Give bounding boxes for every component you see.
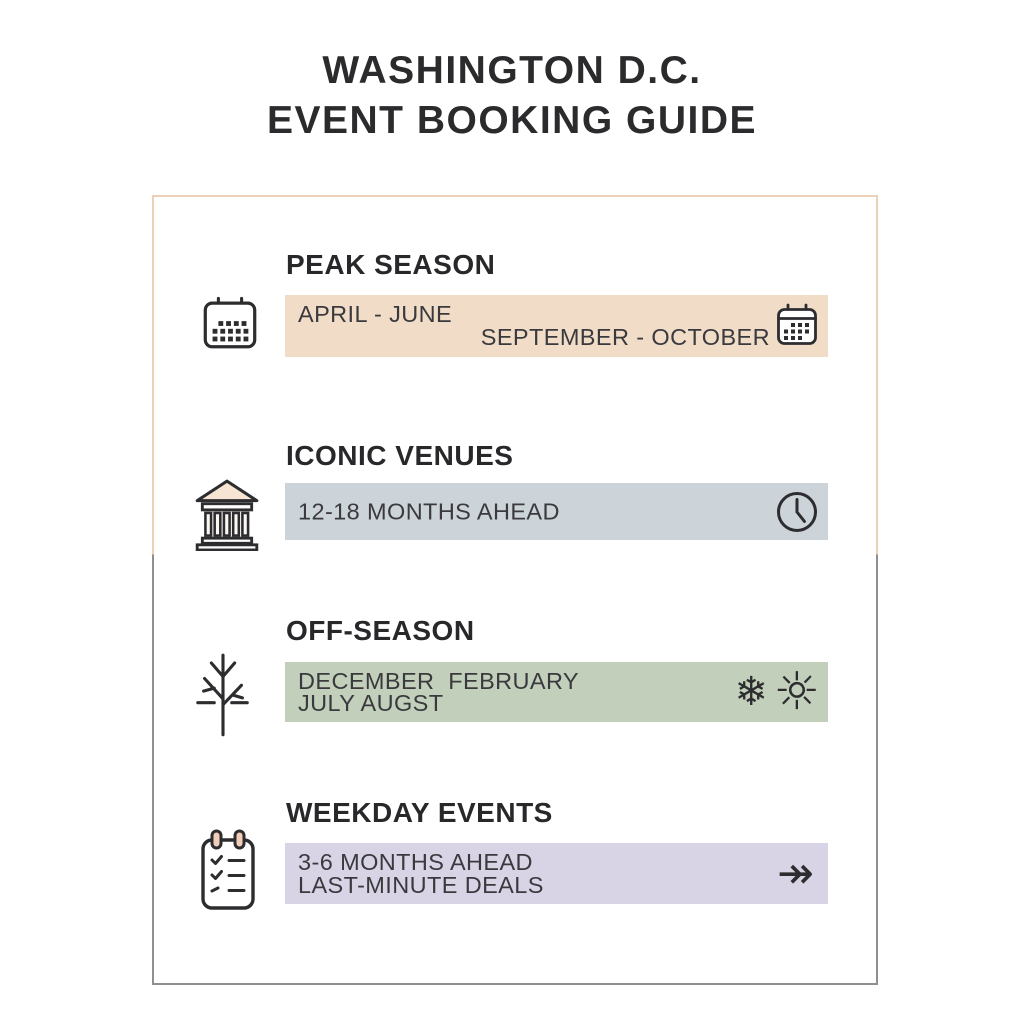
sun-icon: ☼ bbox=[773, 662, 820, 722]
weekday-events-deals: LAST-MINUTE DEALS bbox=[298, 872, 544, 898]
iconic-venues-lead-time: 12-18 MONTHS AHEAD bbox=[298, 498, 560, 524]
museum-icon bbox=[192, 477, 262, 556]
clock-icon bbox=[774, 489, 820, 535]
weekday-events-bar bbox=[285, 843, 828, 904]
weekday-events-lead-time: 3-6 MONTHS AHEAD bbox=[298, 849, 533, 875]
peak-season-range-2: SEPTEMBER - OCTOBER bbox=[480, 324, 770, 350]
bare-tree-icon bbox=[191, 648, 255, 745]
snowflake-icon: ❄ bbox=[734, 669, 768, 715]
peak-season-bar bbox=[285, 295, 828, 357]
section-heading-peak-season: PEAK SEASON bbox=[286, 249, 496, 280]
off-season-months-2: JULY AUGST bbox=[298, 690, 444, 716]
off-season-months-1: DECEMBER FEBRUARY bbox=[298, 668, 579, 694]
section-heading-weekday-events: WEEKDAY EVENTS bbox=[286, 797, 553, 828]
peak-season-range-1: APRIL - JUNE bbox=[298, 301, 453, 327]
section-heading-iconic-venues: ICONIC VENUES bbox=[286, 440, 514, 471]
page-title-line2: EVENT BOOKING GUIDE bbox=[266, 99, 758, 142]
double-arrow-icon: ↠ bbox=[777, 847, 814, 899]
iconic-venues-bar bbox=[285, 483, 828, 540]
calendar-icon bbox=[201, 295, 259, 358]
notepad-icon bbox=[199, 827, 257, 918]
off-season-bar bbox=[285, 662, 828, 722]
page-title bbox=[0, 46, 1024, 146]
section-heading-off-season: OFF-SEASON bbox=[286, 615, 475, 646]
calendar-icon bbox=[774, 302, 820, 350]
page-title-line1: WASHINGTON D.C. bbox=[322, 49, 702, 92]
